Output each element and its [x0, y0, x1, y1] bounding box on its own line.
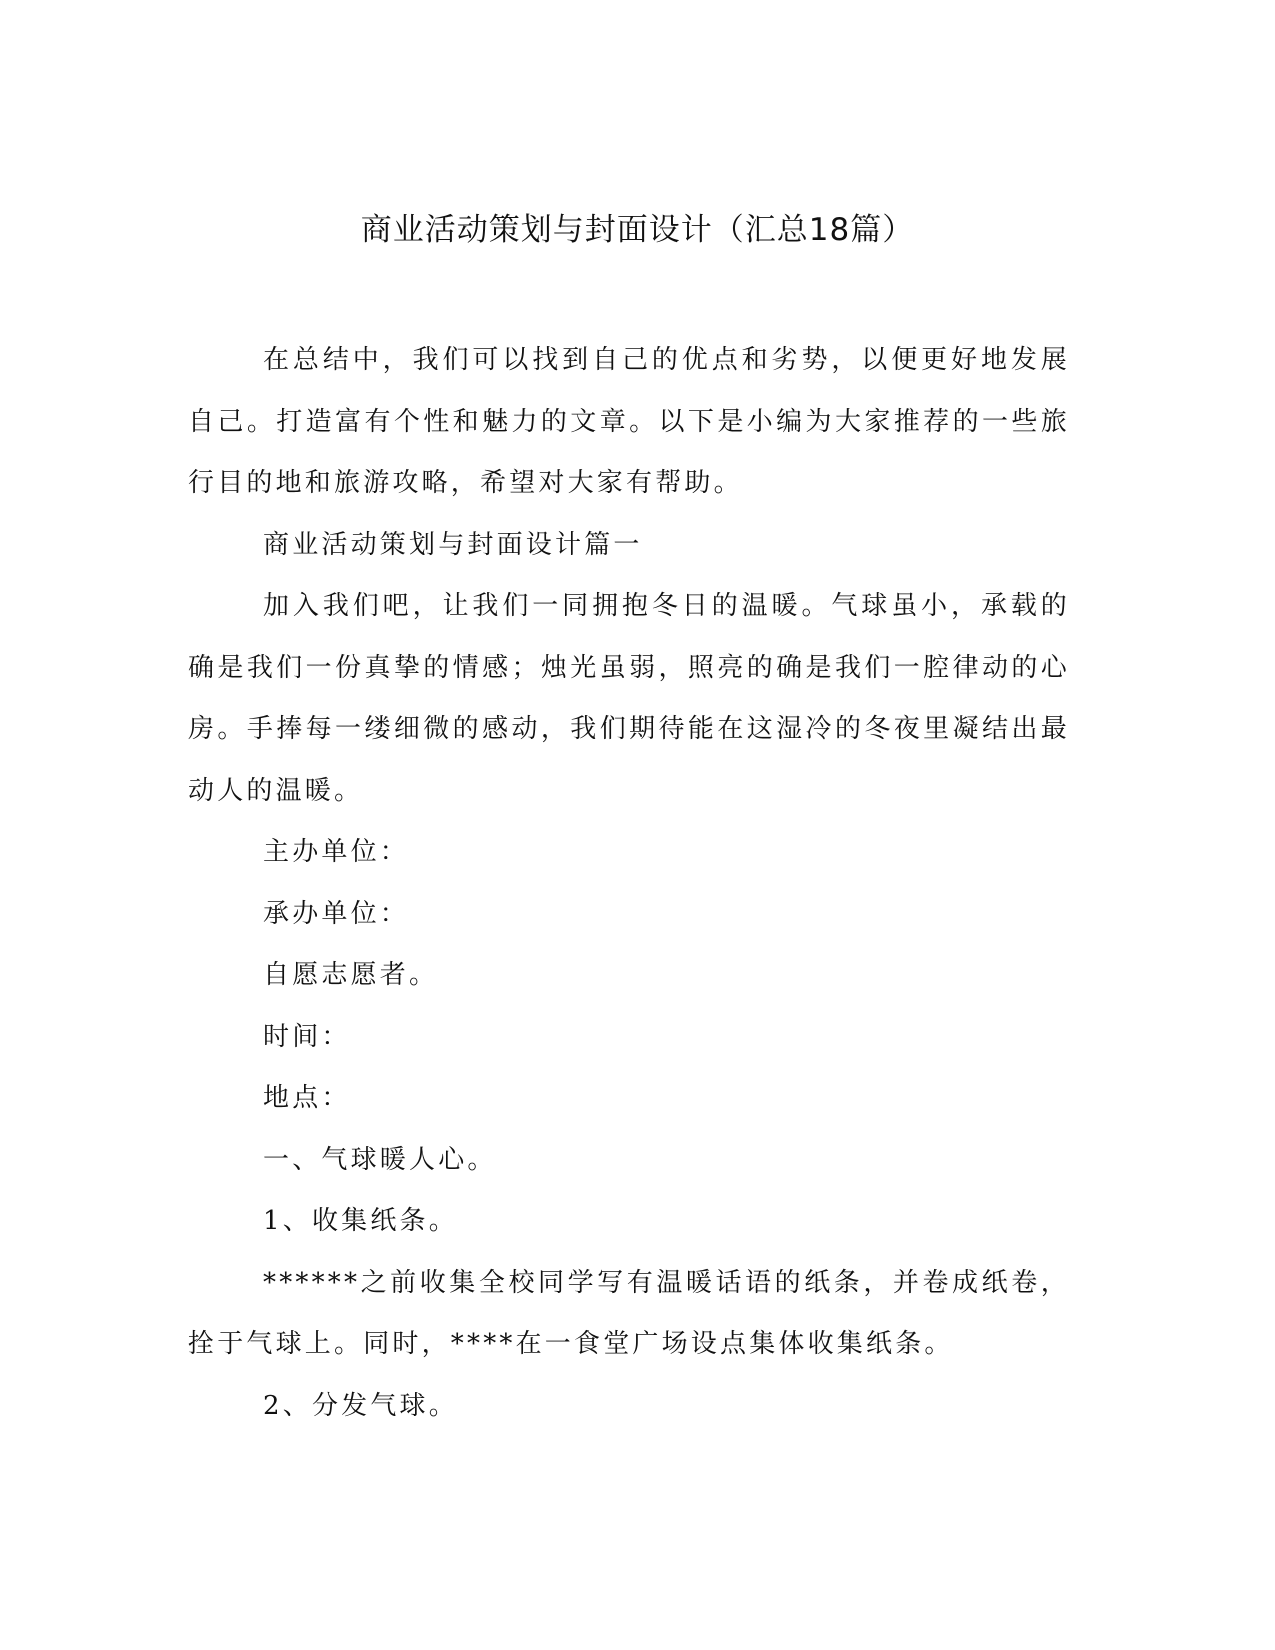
body-paragraph-collect: ******之前收集全校同学写有温暖话语的纸条，并卷成纸卷，拴于气球上。同时，****在一食堂广场设点集体收集纸条。 [188, 1267, 1070, 1359]
section-heading: 商业活动策划与封面设计篇一 [263, 529, 643, 560]
time-line: 时间： [263, 1021, 351, 1052]
document-title: 商业活动策划与封面设计（汇总18篇） [360, 212, 915, 248]
subheading-balloon: 一、气球暖人心。 [263, 1144, 497, 1175]
location-line: 地点： [263, 1083, 351, 1113]
organizer-line: 主办单位： [263, 837, 410, 867]
body-paragraph: 加入我们吧，让我们一同拥抱冬日的温暖。气球虽小，承载的确是我们一份真挚的情感；烛光虽弱，照亮的确是我们一腔律动的心房。手捧每一缕细微的感动，我们期待能在这湿冷的冬夜里凝结出最动人的温暖。 [188, 591, 1070, 806]
co-organizer-line: 承办单位： [263, 898, 410, 929]
intro-paragraph: 在总结中，我们可以找到自己的优点和劣势，以便更好地发展自己。打造富有个性和魅力的文章。以下是小编为大家推荐的一些旅行目的地和旅游攻略，希望对大家有帮助。 [188, 345, 1070, 498]
list-item-collect: 1、收集纸条。 [263, 1206, 458, 1236]
volunteer-line: 自愿志愿者。 [263, 960, 439, 990]
list-item-distribute: 2、分发气球。 [263, 1390, 458, 1421]
document-body [188, 330, 1070, 1437]
